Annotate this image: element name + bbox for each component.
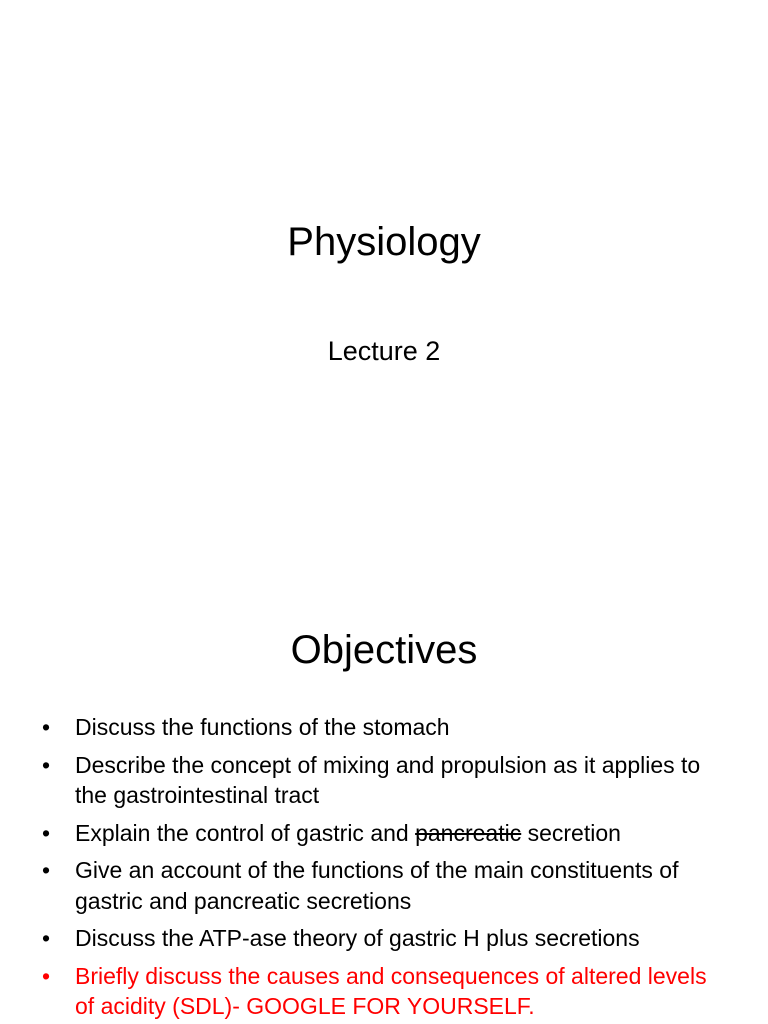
- objective-item: • Give an account of the functions of the main constituents of gastric and pancreatic secretions: [42, 855, 732, 916]
- objective-item: [42, 818, 732, 849]
- objective-text: Explain the control of gastric and: [75, 819, 416, 846]
- slide-subtitle: Lecture 2: [327, 336, 441, 366]
- objective-item-highlighted: • Briefly discuss the causes and consequences of altered levels of acidity (SDL)- GOOGLE FOR YOURSELF.: [42, 961, 732, 1022]
- objectives-list: [42, 712, 732, 1024]
- struck-word: pancreatic: [415, 819, 522, 846]
- slide-objectives: [0, 576, 768, 1024]
- objective-item: • Discuss the ATP-ase theory of gastric H plus secretions: [42, 923, 732, 954]
- objective-text: secretion: [521, 819, 621, 846]
- slide-title: Physiology: [287, 220, 481, 264]
- objective-item: • Describe the concept of mixing and propulsion as it applies to the gastrointestinal tract: [42, 750, 732, 811]
- objectives-title: Objectives: [290, 628, 478, 672]
- objective-item: • Discuss the functions of the stomach: [42, 712, 732, 743]
